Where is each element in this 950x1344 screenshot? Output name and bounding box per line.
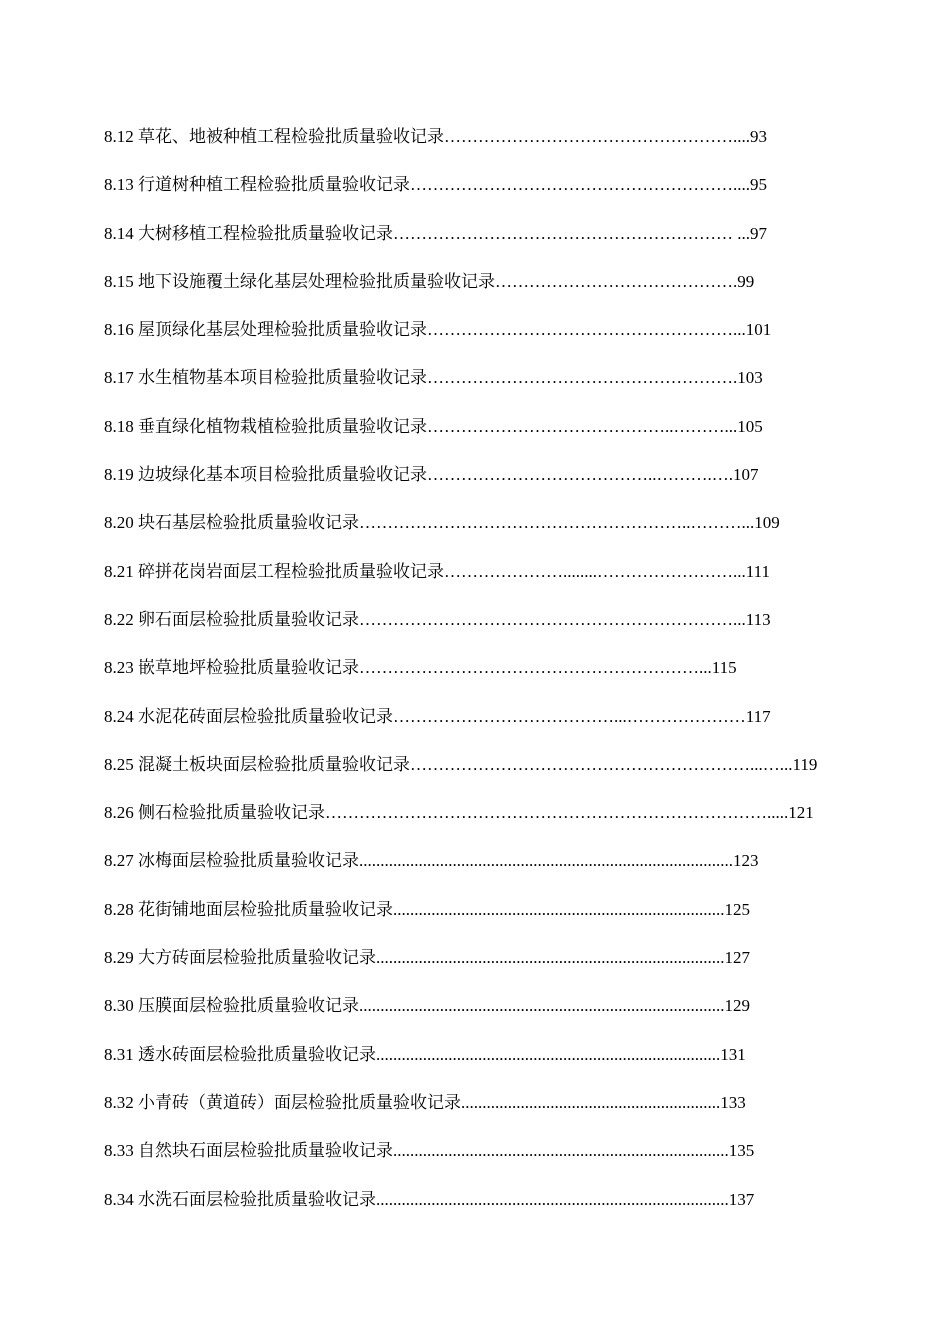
toc-entry-text: 8.22 卵石面层检验批质量验收记录…………………………………………………………...113 (104, 609, 771, 629)
toc-entry-8-23[interactable] (104, 656, 844, 704)
toc-entry-8-29[interactable] (104, 946, 844, 994)
toc-entry-8-26[interactable] (104, 801, 844, 849)
toc-entry-text: 8.12 草花、地被种植工程检验批质量验收记录……………………………………………....93 (104, 127, 767, 146)
toc-entry-text: 8.24 水泥花砖面层检验批质量验收记录…………………………………...…………………117 (104, 706, 771, 726)
toc-entry-text: 8.23 嵌草地坪检验批质量验收记录……………………………………………………...115 (104, 658, 737, 678)
toc-entry-8-28[interactable] (104, 898, 844, 946)
toc-entry-text: 8.28 花街铺地面层检验批质量验收记录..............................................................................125 (104, 899, 750, 919)
toc-entry-text: 8.30 压膜面层检验批质量验收记录......................................................................................129 (104, 996, 750, 1016)
toc-entry-8-25[interactable] (104, 753, 844, 801)
toc-entry-8-14[interactable] (104, 222, 844, 270)
toc-entry-8-24[interactable] (104, 705, 844, 753)
toc-entry-text: 8.29 大方砖面层检验批质量验收记录..................................................................................127 (104, 948, 750, 968)
toc-entry-8-20[interactable] (104, 511, 844, 559)
toc-entry-text: 8.31 透水砖面层检验批质量验收记录.................................................................................131 (104, 1044, 746, 1064)
toc-entry-8-33[interactable] (104, 1139, 844, 1187)
toc-entry-8-16[interactable] (104, 318, 844, 366)
toc-entry-text: 8.14 大树移植工程检验批质量验收记录…………………………………………………… ...97 (104, 223, 767, 243)
toc-entry-8-19[interactable] (104, 463, 844, 511)
toc-entry-8-13[interactable] (104, 173, 844, 221)
toc-entry-8-22[interactable] (104, 608, 844, 656)
toc-entry-text: 8.21 碎拼花岗岩面层工程检验批质量验收记录…………………........……………………...111 (104, 561, 770, 581)
toc-entry-text: 8.32 小青砖（黄道砖）面层检验批质量验收记录.............................................................133 (104, 1092, 746, 1112)
toc-entry-text: 8.25 混凝土板块面层检验批质量验收记录……………………………………………………...…...119 (104, 754, 818, 774)
toc-entry-text: 8.13 行道树种植工程检验批质量验收记录…………………………………………………....95 (104, 175, 767, 195)
toc-entry-text: 8.16 屋顶绿化基层处理检验批质量验收记录………………………………………………...101 (104, 320, 772, 340)
toc-entry-8-21[interactable] (104, 560, 844, 608)
toc-entry-text: 8.33 自然块石面层检验批质量验收记录...............................................................................135 (104, 1141, 755, 1161)
toc-entry-text: 8.19 边坡绿化基本项目检验批质量验收记录…………………………………..……….….107 (104, 465, 759, 485)
toc-entry-text: 8.34 水洗石面层检验批质量验收记录...................................................................................137 (104, 1189, 755, 1209)
toc-entry-text: 8.20 块石基层检验批质量验收记录…………………………………………………..………...109 (104, 513, 780, 533)
toc-entry-text: 8.18 垂直绿化植物栽植检验批质量验收记录……………………………………..………...105 (104, 416, 763, 436)
toc-entry-8-18[interactable] (104, 415, 844, 463)
toc-entry-8-12[interactable] (104, 125, 844, 173)
toc-entry-8-34[interactable] (104, 1188, 844, 1236)
toc-entry-8-15[interactable] (104, 270, 844, 318)
toc-entry-text: 8.15 地下设施覆土绿化基层处理检验批质量验收记录…………………………………….99 (104, 271, 755, 291)
toc-entry-8-30[interactable] (104, 994, 844, 1042)
toc-entry-8-27[interactable] (104, 849, 844, 897)
toc-entry-text: 8.26 侧石检验批质量验收记录…………………………………………………………………….....121 (104, 803, 814, 823)
toc-entry-8-31[interactable] (104, 1043, 844, 1091)
toc-entry-8-32[interactable] (104, 1091, 844, 1139)
toc-entry-8-17[interactable] (104, 366, 844, 414)
table-of-contents (104, 125, 844, 1236)
toc-entry-text: 8.17 水生植物基本项目检验批质量验收记录……………………………………………….103 (104, 368, 763, 388)
toc-entry-text: 8.27 冰梅面层检验批质量验收记录........................................................................................123 (104, 851, 759, 871)
